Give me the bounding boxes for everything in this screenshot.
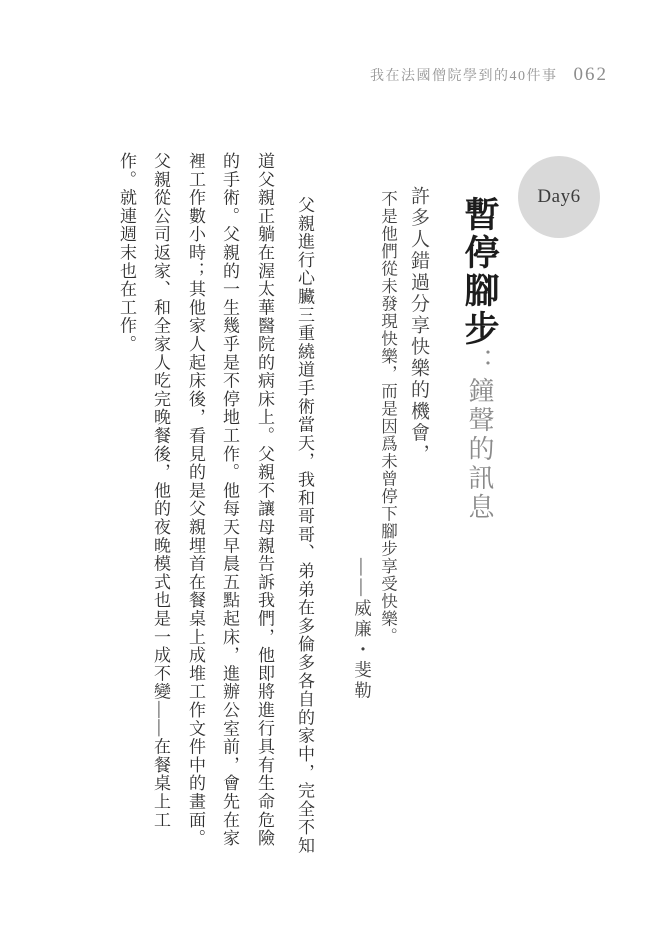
body-text-column-3: 的手術。父親的一生幾乎是不停地工作。他每天早晨五點起床，進辦公室前，會先在家 — [220, 152, 239, 848]
body-text-column-1: 父親進行心臟三重繞道手術當天，我和哥哥、弟弟在多倫多各自的家中，完全不知 — [295, 196, 314, 855]
body-text-column-6: 作。就連週末也在工作。 — [117, 152, 136, 354]
day-badge-label: Day6 — [537, 186, 581, 207]
body-text-column-2: 道父親正躺在渥太華醫院的病床上。父親不讓母親告訴我們，他即將進行具有生命危險 — [255, 152, 274, 848]
chapter-title-main: 暫停腳步 — [460, 196, 499, 348]
epigraph-line-1: 許多人錯過分享快樂的機會， — [408, 186, 429, 466]
body-text-column-4: 裡工作數小時；其他家人起床後，看見的是父親埋首在餐桌上成堆工作文件中的畫面。 — [186, 152, 205, 848]
page-number: 062 — [573, 64, 608, 85]
day-badge-circle — [518, 156, 600, 238]
chapter-title — [462, 196, 497, 636]
chapter-title-subtitle: ：鐘聲的訊息 — [465, 348, 494, 522]
epigraph-attribution: ——威廉・斐勒 — [352, 558, 373, 702]
body-text-column-5: 父親從公司返家、和全家人吃完晚餐後，他的夜晚模式也是一成不變——在餐桌上工 — [151, 152, 170, 830]
running-header — [370, 64, 608, 86]
epigraph-line-2: 不是他們從未發現快樂，而是因爲未曾停下腳步享受快樂。 — [378, 190, 398, 645]
running-header-book-title: 我在法國僧院學到的40件事 — [370, 69, 558, 84]
